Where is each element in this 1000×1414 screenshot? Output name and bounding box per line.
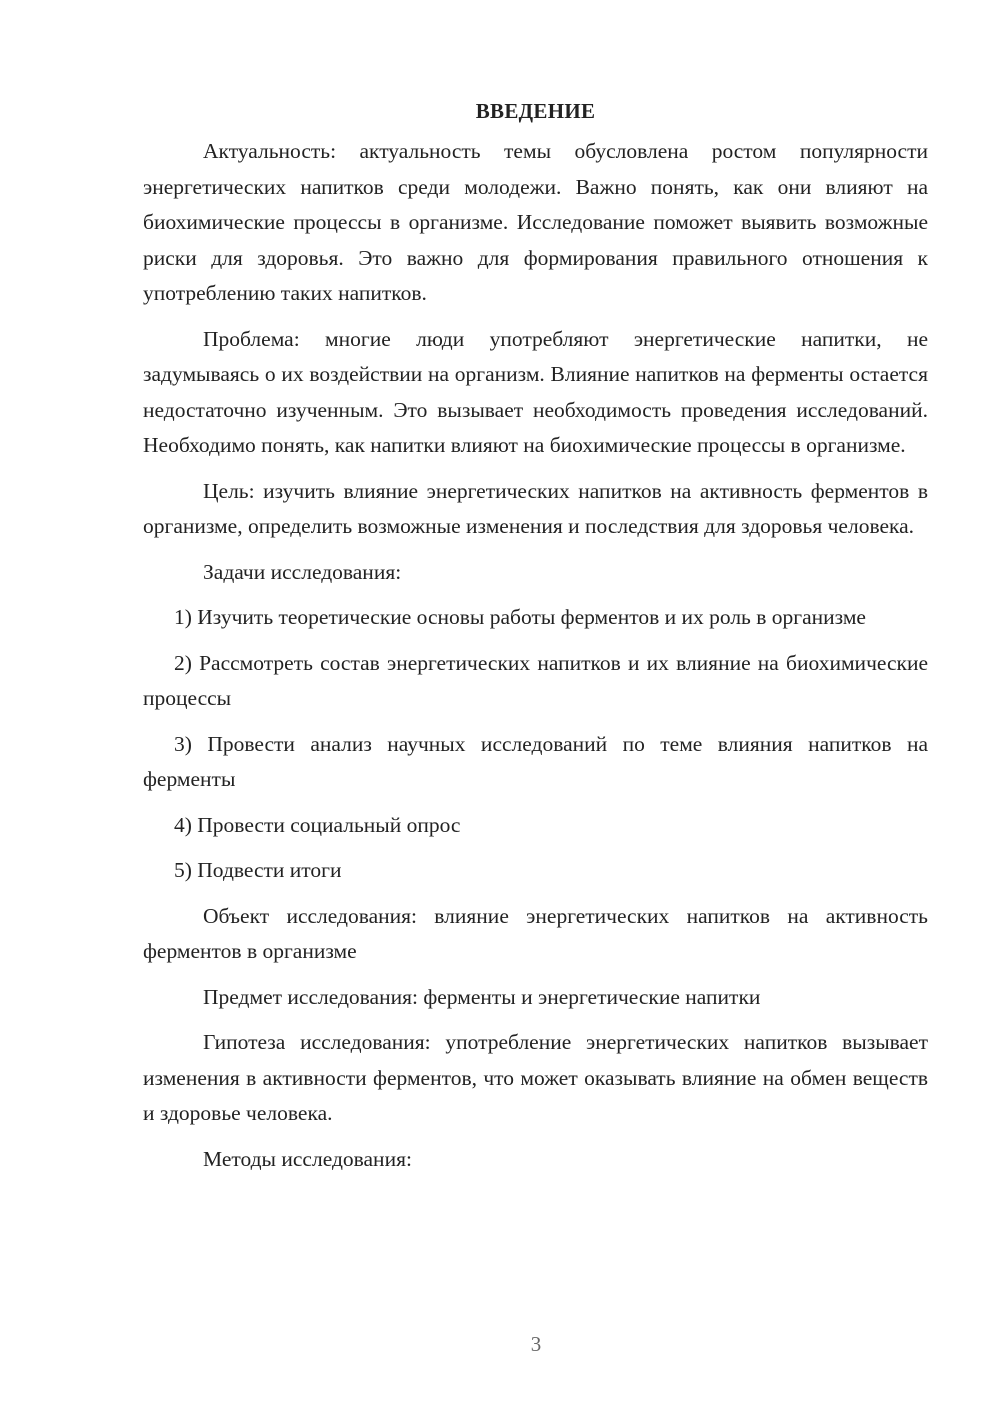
document-page — [143, 96, 928, 1177]
task-item: 3) Провести анализ научных исследований по теме влияния напитков на ферменты — [143, 731, 928, 791]
paragraph-subject: Предмет исследования: ферменты и энергетические напитки — [203, 984, 761, 1009]
paragraph-problem: Проблема: многие люди употребляют энергетические напитки, не задумываясь о их воздействии на организм. Влияние напитков на ферменты остается недостаточно изученным. Это вызывает необходимость проведения исследований. Необходимо понять, как напитки влияют на биохимические процессы в организме. — [143, 326, 928, 457]
paragraph-relevance: Актуальность: актуальность темы обусловлена ростом популярности энергетических напитков среди молодежи. Важно понять, как они влияют на биохимические процессы в организме. Исследование поможет выявить возможные риски для здоровья. Это важно для формирования правильного отношения к употреблению таких напитков. — [143, 139, 928, 305]
section-heading: ВВЕДЕНИЕ — [475, 99, 596, 123]
paragraph-goal: Цель: изучить влияние энергетических напитков на активность ферментов в организме, определить возможные изменения и последствия для здоровья человека. — [143, 478, 928, 538]
task-item: 5) Подвести итоги — [174, 858, 342, 882]
task-item: 4) Провести социальный опрос — [174, 812, 461, 837]
paragraph-hypothesis: Гипотеза исследования: употребление энергетических напитков вызывает изменения в активности ферментов, что может оказывать влияние на обмен веществ и здоровье человека. — [143, 1030, 928, 1125]
task-item: 1) Изучить теоретические основы работы ферментов и их роль в организме — [174, 605, 866, 629]
page-number: 3 — [530, 1332, 542, 1356]
task-item: 2) Рассмотреть состав энергетических напитков и их влияние на биохимические процессы — [143, 650, 928, 710]
paragraph-tasks-heading: Задачи исследования: — [203, 559, 402, 584]
paragraph-object: Объект исследования: влияние энергетических напитков на активность ферментов в организме — [143, 903, 928, 963]
paragraph-methods: Методы исследования: — [203, 1146, 412, 1171]
